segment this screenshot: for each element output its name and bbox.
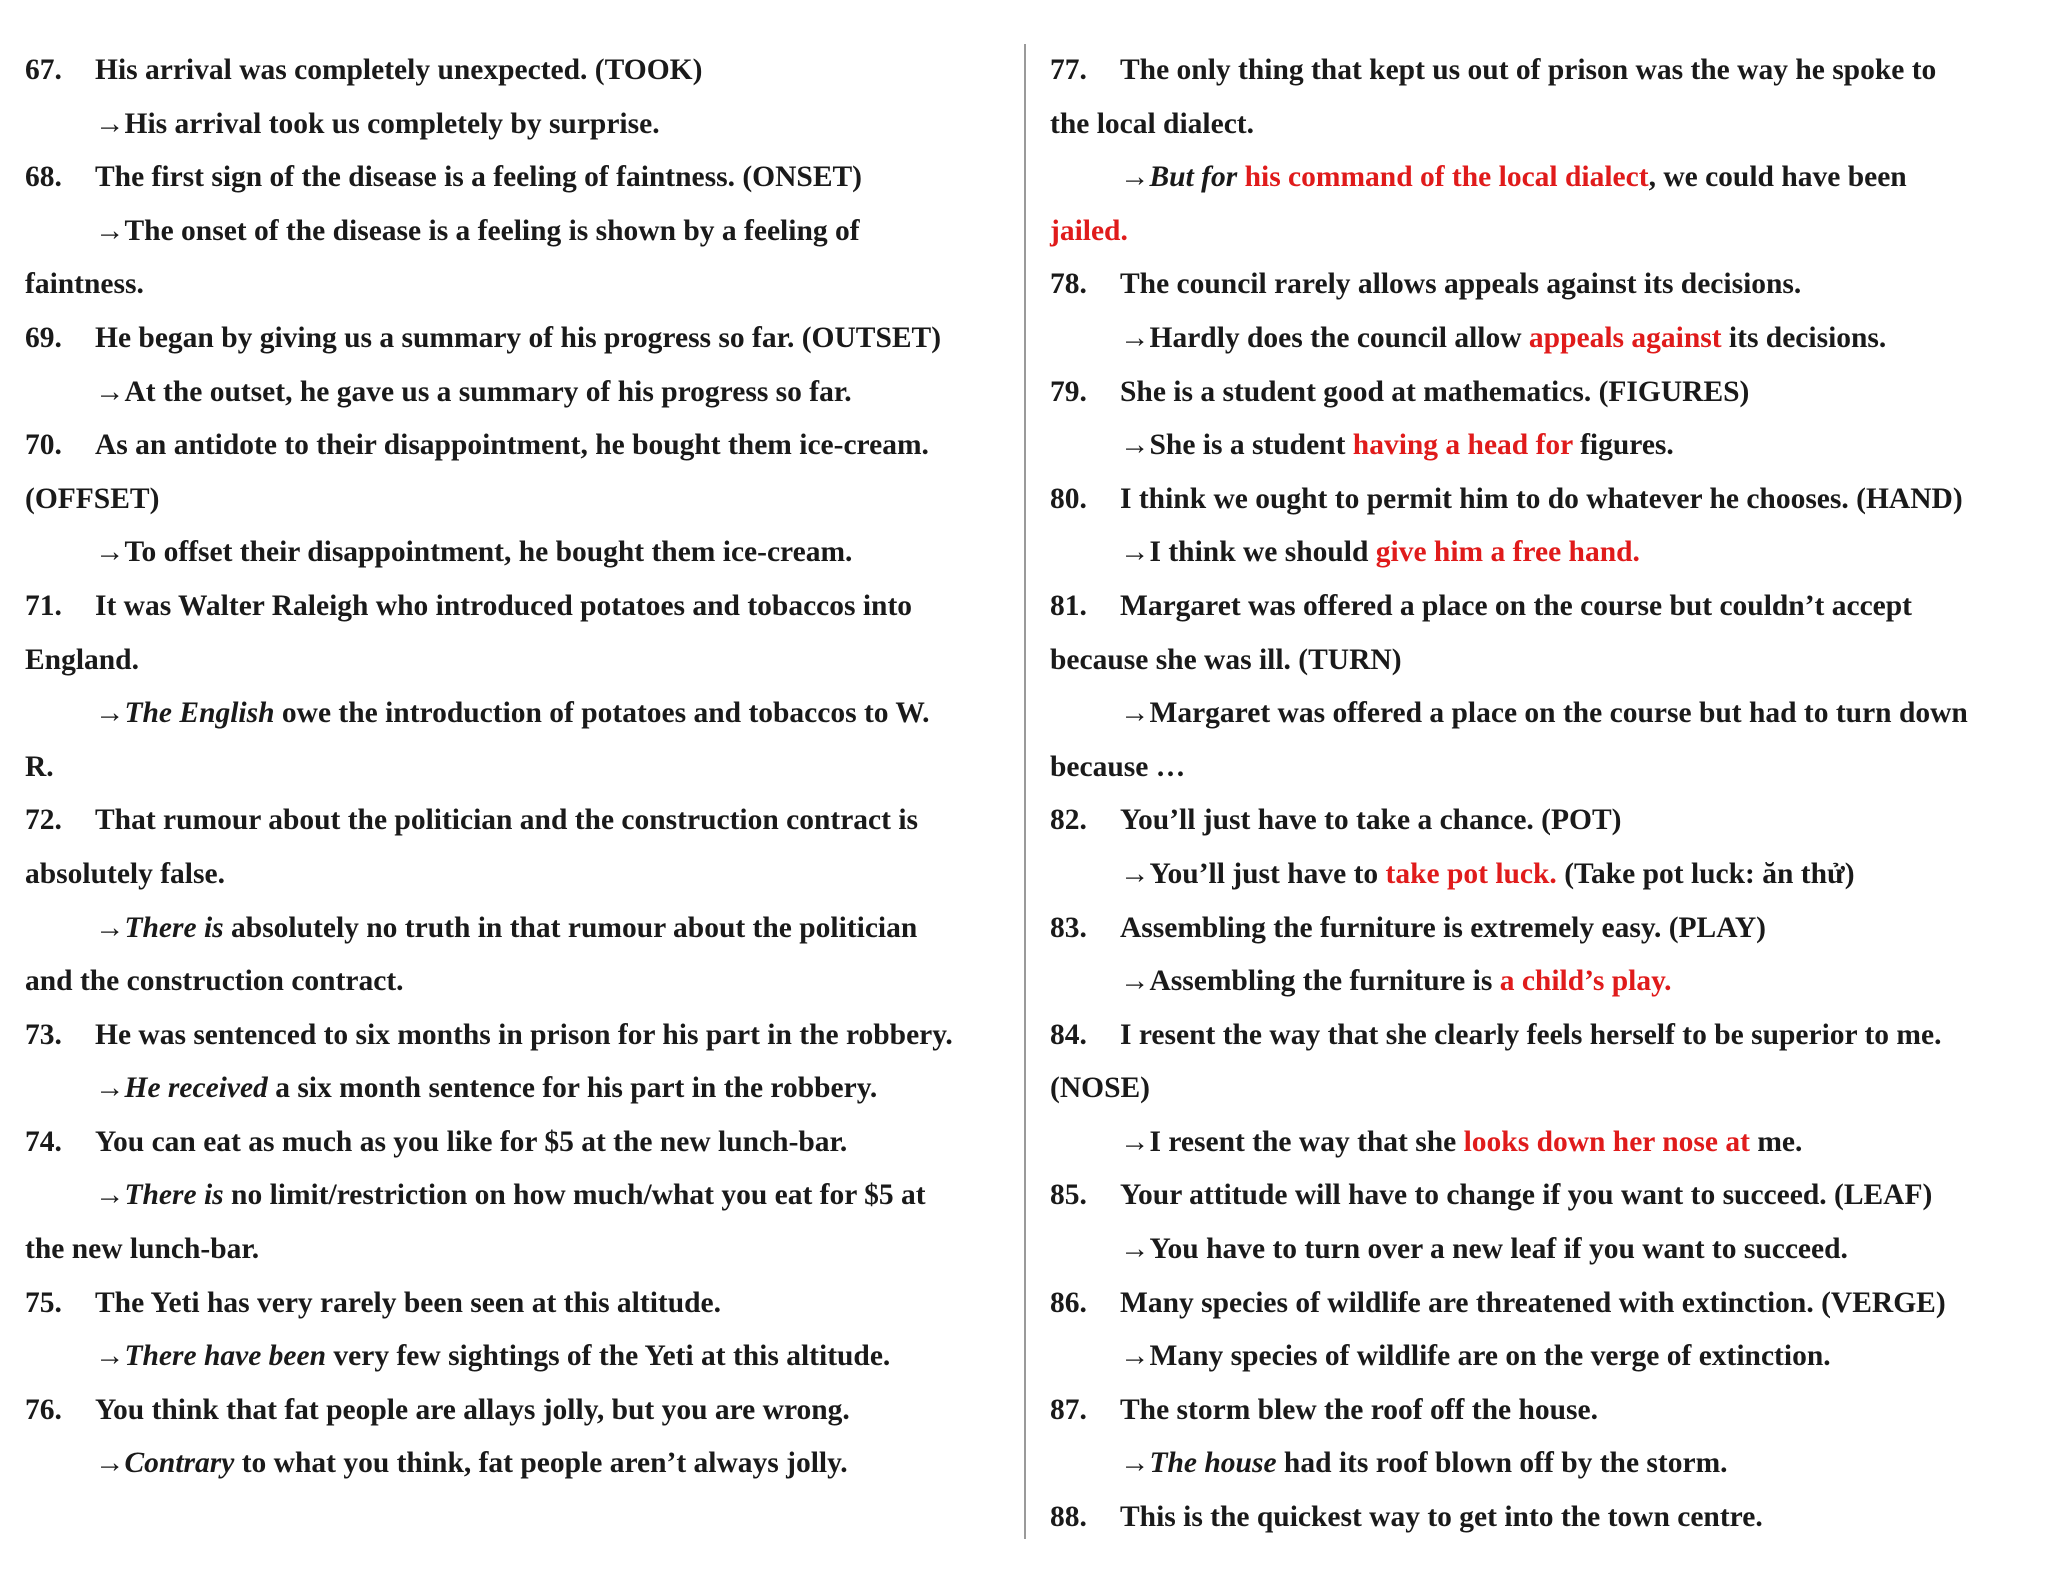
item-number: 74.: [25, 1125, 62, 1158]
item-number: 67.: [25, 54, 62, 86]
question-text: As an antidote to their disappointment, he bought them ice-cream.: [95, 429, 929, 462]
item-number: 77.: [1050, 54, 1087, 86]
answer-text: →I resent the way that she: [1120, 1125, 1464, 1158]
answer-69: →At the outset, he gave us a summary of his progress so far.: [95, 375, 852, 408]
item-number: 84.: [1050, 1018, 1087, 1051]
answer-77-continued: jailed.: [1050, 214, 1128, 247]
question-70-continued: (OFFSET): [25, 482, 160, 515]
item-number: 68.: [25, 161, 62, 194]
question-text: The only thing that kept us out of prison was the way he spoke to: [1120, 54, 1937, 86]
question-text: Your attitude will have to change if you want to succeed. (LEAF): [1120, 1179, 1933, 1212]
answer-highlight: having a head for: [1352, 429, 1573, 462]
answer-text: →Hardly does the council allow: [1120, 321, 1529, 354]
question-text: The Yeti has very rarely been seen at this altitude.: [95, 1286, 721, 1319]
arrow: →: [95, 911, 125, 944]
answer-text: →I think we should: [1120, 536, 1376, 569]
question-72: [25, 794, 1020, 848]
answer-78: [1050, 312, 2025, 366]
answer-74-continued: the new lunch-bar.: [25, 1233, 260, 1266]
answer-79: [1050, 419, 2025, 473]
answer-highlight: give him a free hand.: [1375, 536, 1640, 569]
item-number: 86.: [1050, 1286, 1087, 1319]
question-71-continued: England.: [25, 643, 139, 676]
question-text: You think that fat people are allays jolly, but you are wrong.: [95, 1393, 850, 1426]
question-81-continued: because she was ill. (TURN): [1050, 643, 1402, 676]
answer-note: (Take pot luck: ăn thử): [1556, 857, 1855, 890]
answer-text: had its roof blown off by the storm.: [1276, 1447, 1728, 1480]
answer-70: →To offset their disappointment, he bought them ice-cream.: [95, 536, 853, 569]
question-text: The council rarely allows appeals against its decisions.: [1120, 268, 1802, 301]
answer-83: [1050, 955, 2025, 1009]
item-number: 78.: [1050, 268, 1087, 301]
question-71: [25, 580, 1020, 634]
answer-77: [1050, 151, 2025, 205]
item-number: 80.: [1050, 482, 1087, 515]
answer-72-continued: and the construction contract.: [25, 965, 404, 998]
item-number: 88.: [1050, 1501, 1087, 1534]
question-82: [1050, 794, 2025, 848]
answer-highlight: looks down her nose at: [1463, 1125, 1750, 1158]
question-text: Assembling the furniture is extremely easy. (PLAY): [1120, 911, 1766, 944]
item-number: 69.: [25, 321, 62, 354]
answer-76: [25, 1437, 1020, 1491]
item-number: 82.: [1050, 804, 1087, 837]
answer-86: →Many species of wildlife are on the verge of extinction.: [1120, 1340, 1831, 1373]
question-68: [25, 151, 1020, 205]
item-number: 83.: [1050, 911, 1087, 944]
question-text: He was sentenced to six months in prison for his part in the robbery.: [95, 1018, 953, 1051]
arrow: →: [95, 1179, 125, 1212]
answer-text: owe the introduction of potatoes and tobaccos to W.: [274, 697, 930, 730]
answer-lead-italic: The house: [1149, 1447, 1277, 1480]
answer-74: [25, 1169, 1020, 1223]
question-text: I think we ought to permit him to do whatever he chooses. (HAND): [1120, 482, 1963, 515]
arrow: →: [95, 1340, 125, 1373]
question-69: [25, 312, 1020, 366]
answer-lead-italic: Contrary: [124, 1447, 235, 1480]
answer-72: [25, 902, 1020, 956]
answer-lead-italic: There have been: [124, 1340, 327, 1373]
question-73: [25, 1009, 1020, 1063]
question-text: She is a student good at mathematics. (FIGURES): [1120, 375, 1750, 408]
question-text: That rumour about the politician and the construction contract is: [95, 804, 919, 837]
question-text: You’ll just have to take a chance. (POT): [1120, 804, 1622, 837]
question-83: [1050, 902, 2025, 956]
answer-73: [25, 1062, 1020, 1116]
answer-text-end: me.: [1749, 1125, 1803, 1158]
question-85: [1050, 1169, 2025, 1223]
answer-text: to what you think, fat people aren’t always jolly.: [234, 1447, 848, 1480]
item-number: 72.: [25, 804, 62, 837]
item-number: 73.: [25, 1018, 62, 1051]
question-text: You can eat as much as you like for $5 at the new lunch-bar.: [95, 1125, 848, 1158]
answer-75: [25, 1330, 1020, 1384]
answer-71: [25, 687, 1020, 741]
question-67: [25, 44, 1020, 98]
answer-text: absolutely no truth in that rumour about the politician: [223, 911, 918, 944]
answer-text: , we could have been: [1648, 161, 1907, 194]
item-number: 71.: [25, 589, 62, 622]
question-text: It was Walter Raleigh who introduced potatoes and tobaccos into: [95, 589, 913, 622]
arrow: →: [1120, 161, 1150, 194]
answer-68-continued: faintness.: [25, 268, 144, 301]
answer-text: very few sightings of the Yeti at this altitude.: [326, 1340, 891, 1373]
answer-text: a six month sentence for his part in the robbery.: [267, 1072, 878, 1105]
question-79: [1050, 366, 2025, 420]
space: [1237, 161, 1244, 193]
column-divider: [1024, 44, 1026, 1539]
item-number: 70.: [25, 429, 62, 462]
item-number: 79.: [1050, 375, 1087, 408]
arrow: →: [95, 697, 125, 730]
answer-82: [1050, 848, 2025, 902]
item-number: 75.: [25, 1286, 62, 1319]
question-76: [25, 1384, 1020, 1438]
question-84-continued: (NOSE): [1050, 1072, 1150, 1105]
answer-67: →His arrival took us completely by surprise.: [95, 107, 660, 140]
answer-lead-italic: He received: [124, 1072, 268, 1105]
answer-highlight: a child’s play.: [1499, 965, 1672, 998]
arrow: →: [1120, 1447, 1150, 1480]
answer-text: →You’ll just have to: [1120, 857, 1386, 890]
answer-81-continued: because …: [1050, 750, 1186, 783]
question-text: He began by giving us a summary of his progress so far. (OUTSET): [95, 321, 942, 354]
answer-71-continued: R.: [25, 750, 54, 783]
question-72-continued: absolutely false.: [25, 857, 225, 890]
answer-lead-italic: But for: [1149, 161, 1238, 194]
item-number: 76.: [25, 1393, 62, 1426]
item-number: 81.: [1050, 589, 1087, 622]
answer-text: no limit/restriction on how much/what you eat for $5 at: [223, 1179, 926, 1212]
right-column: [1050, 44, 2025, 1545]
question-77-continued: the local dialect.: [1050, 107, 1254, 140]
question-84: [1050, 1009, 2025, 1063]
question-70: [25, 419, 1020, 473]
answer-text: →Assembling the furniture is: [1120, 965, 1500, 998]
answer-text-end: its decisions.: [1721, 321, 1887, 354]
answer-text-end: figures.: [1572, 429, 1674, 462]
question-75: [25, 1277, 1020, 1331]
answer-lead-italic: The English: [124, 697, 275, 730]
question-86: [1050, 1277, 2025, 1331]
question-text: I resent the way that she clearly feels herself to be superior to me.: [1120, 1018, 1942, 1051]
question-87: [1050, 1384, 2025, 1438]
question-text: The first sign of the disease is a feeling of faintness. (ONSET): [95, 161, 862, 194]
answer-80: [1050, 526, 2025, 580]
item-number: 85.: [1050, 1179, 1087, 1212]
answer-lead-italic: There is: [124, 911, 224, 944]
item-number: 87.: [1050, 1393, 1087, 1426]
answer-68: →The onset of the disease is a feeling is shown by a feeling of: [95, 214, 860, 247]
question-80: [1050, 473, 2025, 527]
left-column: [25, 44, 1020, 1491]
answer-87: [1050, 1437, 2025, 1491]
answer-highlight: his command of the local dialect: [1244, 161, 1649, 194]
question-77: [1050, 44, 2025, 98]
answer-lead-italic: There is: [124, 1179, 224, 1212]
question-text: Many species of wildlife are threatened with extinction. (VERGE): [1120, 1286, 1946, 1319]
answer-highlight: take pot luck.: [1385, 857, 1557, 890]
question-88: [1050, 1491, 2025, 1545]
answer-84: [1050, 1116, 2025, 1170]
answer-highlight: appeals against: [1528, 321, 1722, 354]
answer-81: →Margaret was offered a place on the course but had to turn down: [1120, 697, 1968, 730]
question-74: [25, 1116, 1020, 1170]
question-text: His arrival was completely unexpected. (TOOK): [95, 54, 703, 86]
question-text: This is the quickest way to get into the town centre.: [1120, 1501, 1763, 1534]
arrow: →: [95, 1447, 125, 1480]
answer-85: →You have to turn over a new leaf if you want to succeed.: [1120, 1233, 1848, 1266]
question-text: Margaret was offered a place on the course but couldn’t accept: [1120, 589, 1912, 622]
answer-text: →She is a student: [1120, 429, 1353, 462]
question-text: The storm blew the roof off the house.: [1120, 1393, 1598, 1426]
question-78: [1050, 258, 2025, 312]
question-81: [1050, 580, 2025, 634]
arrow: →: [95, 1072, 125, 1105]
